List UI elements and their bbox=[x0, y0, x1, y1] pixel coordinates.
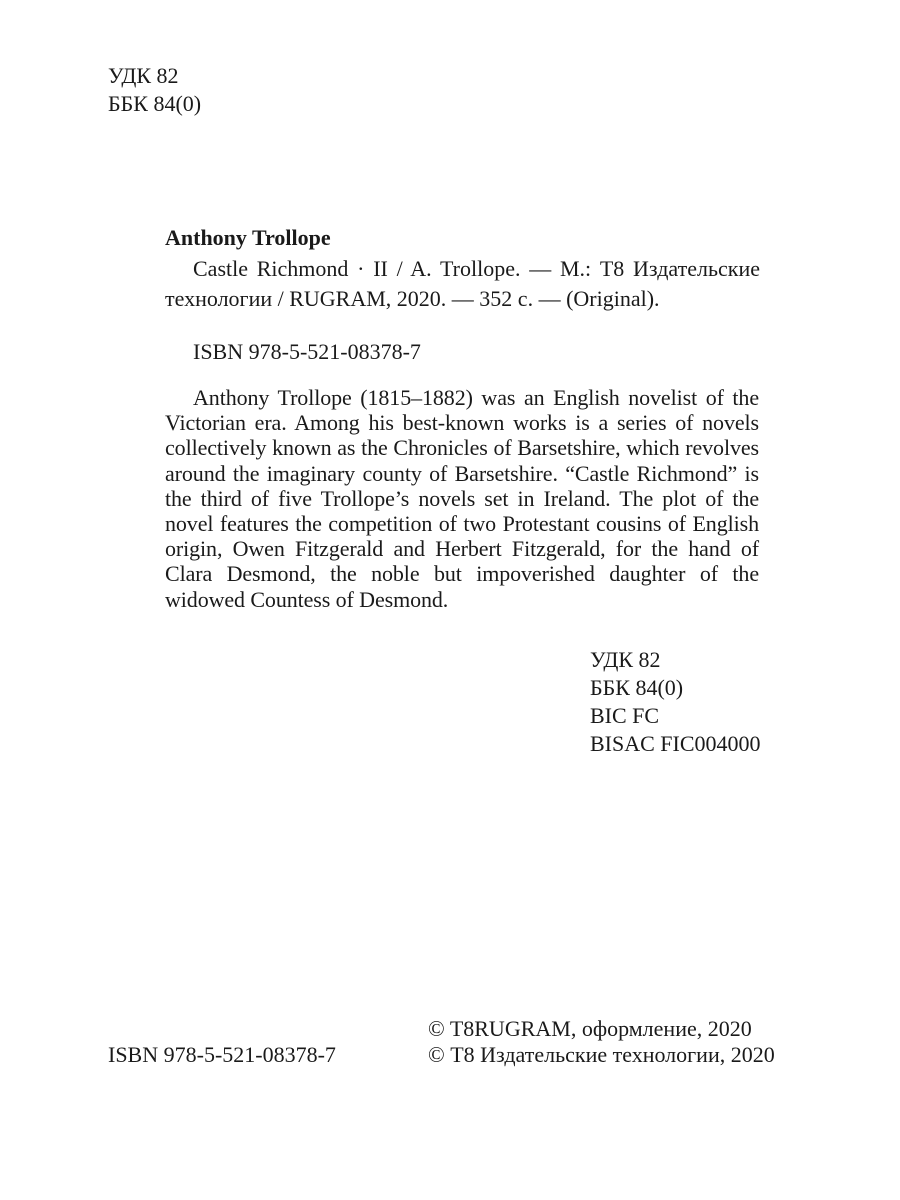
footer-isbn: ISBN 978-5-521-08378-7 bbox=[108, 1042, 336, 1067]
udk-code: УДК 82 bbox=[590, 647, 661, 672]
copyright-publisher: © Т8 Издательские технологии, 2020 bbox=[428, 1042, 775, 1067]
book-abstract: Anthony Trollope (1815–1882) was an English novelist of the Victorian era. Among his best-known works is a series of novels collectively known as the Chronicles of Barsetshire, which revolves around the imaginary county of Barsetshire. “Castle Richmond” is the third of five Trollope’s novels set in Ireland. The plot of the novel features the competition of two Protestant cousins of English origin, Owen Fitzgerald and Herbert Fitzgerald, for the hand of Clara Desmond, the noble but impoverished daughter of the widowed Countess of Desmond. bbox=[165, 385, 759, 612]
top-bbk-code: ББК 84(0) bbox=[108, 91, 202, 116]
bisac-code: BISAC FIC004000 bbox=[590, 731, 761, 756]
bic-code: BIC FC bbox=[590, 703, 660, 728]
copyright-notices bbox=[428, 1016, 775, 1068]
classification-codes bbox=[590, 646, 761, 758]
bibliographic-description: Castle Richmond · II / A. Trollope. — М.: Т8 Издательские технологии / RUGRAM, 2020. — 352 с. — (Original). bbox=[165, 256, 760, 311]
top-classification-codes bbox=[108, 62, 201, 118]
copyright-design: © T8RUGRAM, оформление, 2020 bbox=[428, 1016, 752, 1041]
author-name: Anthony Trollope bbox=[165, 225, 331, 250]
top-udk-code: УДК 82 bbox=[108, 63, 179, 88]
bbk-code: ББК 84(0) bbox=[590, 675, 684, 700]
catalog-isbn: ISBN 978-5-521-08378-7 bbox=[193, 339, 421, 364]
